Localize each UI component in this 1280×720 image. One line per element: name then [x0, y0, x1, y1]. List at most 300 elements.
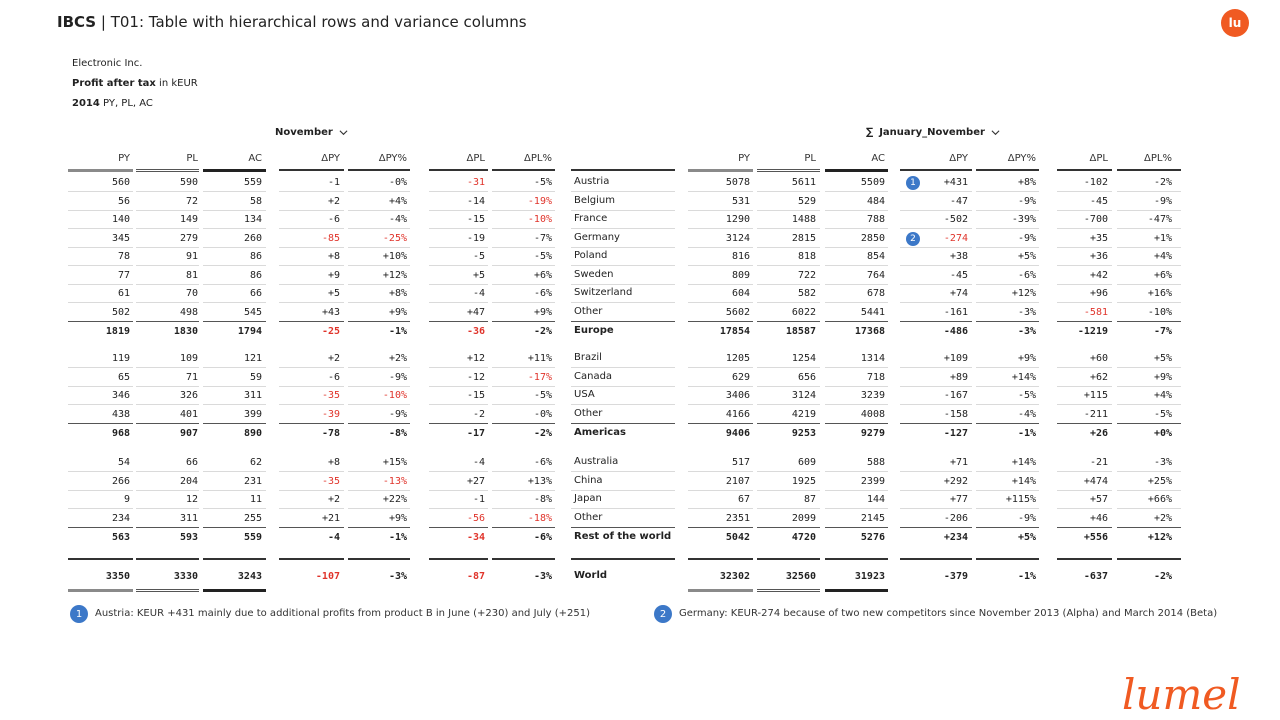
- table-row-right-cell: +115: [1083, 390, 1108, 401]
- row-separator: [136, 265, 199, 266]
- table-row-right-cell: 3406: [725, 390, 750, 401]
- table-row-left-cell: 204: [179, 475, 198, 487]
- table-row-right-cell: +5%: [1153, 353, 1172, 364]
- row-separator: [429, 210, 488, 211]
- row-separator: [348, 284, 410, 285]
- table-row-right-cell: 678: [866, 288, 885, 299]
- footnote-marker-1: 1: [70, 605, 88, 623]
- row-separator: [1117, 302, 1181, 303]
- row-separator: [900, 404, 972, 405]
- grand-total-topline: [900, 558, 972, 560]
- right-pl-underline: [757, 169, 820, 172]
- grand-total-row-right-cell: -1%: [1017, 571, 1036, 582]
- row-separator: [976, 404, 1039, 405]
- row-separator: [429, 386, 488, 387]
- table-row-right-cell: 5078: [725, 177, 750, 188]
- table-row-right-cell: +14%: [1011, 371, 1036, 383]
- row-separator: [203, 386, 266, 387]
- row-separator: [68, 321, 133, 322]
- row-separator: [757, 191, 820, 192]
- subtotal-row-right-cell: -7%: [1153, 326, 1172, 337]
- row-separator: [757, 471, 820, 472]
- row-separator: [1117, 367, 1181, 368]
- row-separator: [1117, 404, 1181, 405]
- table-row-label: Japan: [574, 493, 602, 504]
- table-row-right-cell: 609: [797, 457, 816, 468]
- row-separator: [825, 490, 888, 491]
- grand-total-topline: [492, 558, 555, 560]
- row-separator: [825, 321, 888, 322]
- table-row-left-cell: 279: [179, 232, 198, 244]
- row-separator: [1117, 247, 1181, 248]
- row-separator: [825, 302, 888, 303]
- grand-total-row-left-cell: -87: [466, 571, 485, 582]
- table-row-label: USA: [574, 389, 595, 400]
- table-row-left-cell: -0%: [388, 177, 407, 188]
- table-row-right-cell: -45: [1089, 195, 1108, 207]
- subtotal-row-left-cell: -4: [327, 532, 340, 543]
- table-row-right-cell: +6%: [1153, 269, 1172, 281]
- table-row-left-cell: +10%: [382, 251, 407, 262]
- table-row-right-cell: 854: [866, 251, 885, 262]
- row-separator: [1057, 247, 1112, 248]
- subtotal-row-left-cell: -6%: [533, 532, 552, 543]
- right-ac-underline: [825, 169, 888, 172]
- row-separator: [1057, 284, 1112, 285]
- row-separator: [68, 265, 133, 266]
- row-separator: [571, 210, 675, 211]
- table-row-left-cell: -13%: [382, 475, 407, 487]
- row-separator: [1117, 321, 1181, 322]
- table-row-left-cell: +9%: [533, 306, 552, 318]
- table-row-right-cell: 1488: [791, 214, 816, 225]
- table-row-left-cell: -4: [472, 457, 485, 468]
- row-separator: [348, 508, 410, 509]
- table-row-label: Other: [574, 407, 603, 419]
- row-separator: [1057, 386, 1112, 387]
- table-row-left-cell: -4: [472, 288, 485, 299]
- table-row-label: Sweden: [574, 268, 614, 280]
- row-separator: [279, 302, 344, 303]
- table-row-left-cell: -39: [321, 408, 340, 420]
- row-separator: [279, 321, 344, 322]
- table-row-right-cell: 531: [731, 195, 750, 207]
- table-row-left-cell: -31: [466, 177, 485, 188]
- row-separator: [279, 210, 344, 211]
- table-row-right-cell: -158: [943, 408, 968, 420]
- table-row-left-cell: +11%: [527, 353, 552, 364]
- row-separator: [900, 321, 972, 322]
- row-separator: [136, 367, 199, 368]
- table-row-right-cell: -9%: [1153, 195, 1172, 207]
- row-separator: [976, 321, 1039, 322]
- table-row-right-cell: 1314: [860, 353, 885, 364]
- grand-total-topline: [136, 558, 199, 560]
- right-col-underline: [976, 169, 1039, 171]
- table-row-right-cell: +36: [1089, 251, 1108, 262]
- table-row-left-cell: +43: [321, 306, 340, 318]
- row-separator: [900, 527, 972, 528]
- left-ac-underline: [203, 169, 266, 172]
- row-separator: [900, 191, 972, 192]
- right-col-header-4: ΔPY%: [1007, 153, 1036, 164]
- subtotal-row-left-cell: 907: [179, 428, 198, 439]
- table-row-left-cell: -6: [327, 214, 340, 225]
- row-separator: [757, 284, 820, 285]
- grand-total-row-right-cell: -637: [1083, 571, 1108, 582]
- row-separator: [348, 228, 410, 229]
- row-separator: [279, 527, 344, 528]
- row-separator: [279, 423, 344, 424]
- table-row-right-cell: +66%: [1147, 494, 1172, 505]
- table-row-right-cell: -167: [943, 390, 968, 401]
- table-row-left-cell: -85: [321, 232, 340, 244]
- row-separator: [68, 302, 133, 303]
- row-separator: [492, 508, 555, 509]
- row-separator: [1117, 508, 1181, 509]
- row-separator: [136, 247, 199, 248]
- row-separator: [279, 228, 344, 229]
- row-separator: [136, 302, 199, 303]
- left-col-header-2: AC: [248, 153, 262, 164]
- row-separator: [976, 490, 1039, 491]
- table-row-right-cell: +2%: [1153, 512, 1172, 524]
- subtotal-row-right-cell: +0%: [1153, 428, 1172, 439]
- table-row-left-cell: 326: [179, 390, 198, 401]
- row-separator: [757, 386, 820, 387]
- row-separator: [1117, 423, 1181, 424]
- row-separator: [348, 386, 410, 387]
- row-separator: [571, 265, 675, 266]
- row-separator: [900, 508, 972, 509]
- row-separator: [492, 527, 555, 528]
- right-col-header-2: AC: [871, 153, 885, 164]
- row-separator: [492, 367, 555, 368]
- row-separator: [279, 386, 344, 387]
- row-separator: [136, 423, 199, 424]
- subtotal-row-right-cell: -3%: [1017, 326, 1036, 337]
- grand-total-row-label: World: [574, 570, 608, 581]
- row-separator: [68, 386, 133, 387]
- subtotal-row-left-cell: 593: [179, 532, 198, 543]
- row-separator: [976, 527, 1039, 528]
- table-row-left-cell: 109: [179, 353, 198, 364]
- table-row-right-cell: +474: [1083, 475, 1108, 487]
- table-row-right-cell: 1254: [791, 353, 816, 364]
- table-row-right-cell: 1290: [725, 214, 750, 225]
- row-separator: [571, 490, 675, 491]
- row-separator: [900, 471, 972, 472]
- table-row-left-cell: +27: [466, 475, 485, 487]
- period-label: 2014 PY, PL, AC: [72, 98, 153, 109]
- table-row-right-cell: -21: [1089, 457, 1108, 468]
- row-separator: [688, 247, 753, 248]
- table-row-label: Canada: [574, 370, 613, 382]
- footnote-1: Austria: KEUR +431 mainly due to additional profits from product B in June (+230) and July (+251): [95, 608, 590, 619]
- table-row-left-cell: +5: [472, 269, 485, 281]
- period-dropdown-november[interactable]: November: [275, 127, 348, 138]
- table-row-left-cell: -10%: [382, 390, 407, 401]
- table-row-right-cell: -274: [943, 232, 968, 244]
- table-row-right-cell: 764: [866, 269, 885, 281]
- subtotal-row-right-cell: +12%: [1147, 532, 1172, 543]
- page-title: IBCS | T01: Table with hierarchical rows and variance columns: [57, 13, 527, 31]
- row-separator: [279, 247, 344, 248]
- grand-total-row-left-cell: -3%: [533, 571, 552, 582]
- table-row-left-cell: +22%: [382, 494, 407, 505]
- subtotal-row-left-cell: -34: [466, 532, 485, 543]
- row-separator: [1117, 527, 1181, 528]
- table-row-left-cell: -25%: [382, 232, 407, 244]
- right-col-header-5: ΔPL: [1089, 153, 1108, 164]
- row-separator: [492, 284, 555, 285]
- grand-total-row-left-cell: 3350: [105, 571, 130, 582]
- table-row-right-cell: 87: [803, 494, 816, 505]
- table-row-left-cell: -56: [466, 512, 485, 524]
- row-separator: [825, 386, 888, 387]
- row-separator: [571, 508, 675, 509]
- subtotal-row-right-cell: 17854: [719, 326, 750, 337]
- row-separator: [136, 321, 199, 322]
- period-dropdown-ytd[interactable]: ∑ January_November: [866, 127, 1000, 138]
- grand-total-topline: [1057, 558, 1112, 560]
- row-separator: [1057, 228, 1112, 229]
- row-separator: [571, 302, 675, 303]
- row-separator: [900, 302, 972, 303]
- table-row-left-cell: +12: [466, 353, 485, 364]
- table-row-right-cell: 4008: [860, 408, 885, 420]
- row-separator: [279, 471, 344, 472]
- table-row-left-cell: 559: [243, 177, 262, 188]
- row-separator: [825, 508, 888, 509]
- row-separator: [1057, 423, 1112, 424]
- row-separator: [825, 423, 888, 424]
- row-separator: [203, 423, 266, 424]
- table-row-left-cell: 545: [243, 306, 262, 318]
- table-row-right-cell: 2107: [725, 475, 750, 487]
- table-row-left-cell: +12%: [382, 269, 407, 281]
- subtotal-row-left-cell: -78: [321, 428, 340, 439]
- row-separator: [279, 508, 344, 509]
- left-col-header-1: PL: [186, 153, 198, 164]
- row-separator: [757, 423, 820, 424]
- grand-total-underline: [203, 589, 266, 592]
- table-row-right-cell: -5%: [1017, 390, 1036, 401]
- table-row-left-cell: -6%: [533, 457, 552, 468]
- table-row-left-cell: 65: [117, 371, 130, 383]
- row-separator: [429, 228, 488, 229]
- table-row-label: Other: [574, 305, 603, 317]
- table-row-right-cell: 3124: [791, 390, 816, 401]
- table-row-right-cell: 604: [731, 288, 750, 299]
- table-row-right-cell: +9%: [1153, 371, 1172, 383]
- table-row-right-cell: 2099: [791, 512, 816, 524]
- row-separator: [825, 284, 888, 285]
- table-row-left-cell: 311: [243, 390, 262, 401]
- table-row-left-cell: +9%: [388, 512, 407, 524]
- table-row-left-cell: 590: [179, 177, 198, 188]
- row-separator: [492, 247, 555, 248]
- table-row-left-cell: -8%: [533, 494, 552, 505]
- row-separator: [900, 210, 972, 211]
- table-row-right-cell: -211: [1083, 408, 1108, 420]
- subtotal-row-left-cell: 1830: [173, 326, 198, 337]
- subtotal-row-label: Americas: [574, 427, 626, 438]
- table-row-right-cell: 5441: [860, 306, 885, 318]
- table-row-label: Austria: [574, 176, 610, 187]
- row-separator: [68, 367, 133, 368]
- table-row-right-cell: -6%: [1017, 269, 1036, 281]
- measure-label: Profit after tax in kEUR: [72, 78, 198, 89]
- row-separator: [492, 191, 555, 192]
- row-separator: [68, 404, 133, 405]
- row-separator: [1117, 386, 1181, 387]
- table-row-right-cell: 818: [797, 251, 816, 262]
- table-row-right-cell: +60: [1089, 353, 1108, 364]
- subtotal-row-left-cell: 968: [111, 428, 130, 439]
- subtotal-row-left-cell: 1819: [105, 326, 130, 337]
- row-separator: [492, 490, 555, 491]
- subtotal-row-right-cell: 9279: [860, 428, 885, 439]
- table-row-right-cell: -206: [943, 512, 968, 524]
- row-separator: [348, 471, 410, 472]
- left-col-header-6: ΔPL%: [524, 153, 552, 164]
- grand-total-topline: [976, 558, 1039, 560]
- row-separator: [688, 321, 753, 322]
- table-row-right-cell: -161: [943, 306, 968, 318]
- row-separator: [429, 471, 488, 472]
- left-py-underline: [68, 169, 133, 172]
- row-separator: [203, 471, 266, 472]
- row-separator: [492, 228, 555, 229]
- row-separator: [203, 508, 266, 509]
- right-col-header-6: ΔPL%: [1144, 153, 1172, 164]
- table-row-left-cell: 58: [249, 195, 262, 207]
- row-separator: [68, 527, 133, 528]
- row-separator: [757, 302, 820, 303]
- table-row-right-cell: +46: [1089, 512, 1108, 524]
- row-separator: [203, 302, 266, 303]
- row-separator: [68, 284, 133, 285]
- row-separator: [688, 284, 753, 285]
- row-separator: [688, 302, 753, 303]
- row-separator: [429, 508, 488, 509]
- right-col-underline: [1117, 169, 1181, 171]
- table-row-left-cell: +2%: [388, 353, 407, 364]
- row-separator: [976, 367, 1039, 368]
- table-row-left-cell: 311: [179, 512, 198, 524]
- table-row-left-cell: 59: [249, 371, 262, 383]
- table-row-left-cell: +21: [321, 512, 340, 524]
- table-row-left-cell: +8: [327, 251, 340, 262]
- grand-total-underline: [136, 589, 199, 592]
- row-separator: [203, 404, 266, 405]
- table-row-right-cell: -502: [943, 214, 968, 225]
- row-separator: [1117, 471, 1181, 472]
- row-separator: [976, 284, 1039, 285]
- row-separator: [429, 527, 488, 528]
- brand-logo: lumel: [1122, 670, 1241, 719]
- table-row-right-cell: -9%: [1017, 195, 1036, 207]
- row-separator: [688, 508, 753, 509]
- table-row-label: Brazil: [574, 352, 602, 363]
- left-col-underline: [348, 169, 410, 171]
- row-separator: [976, 386, 1039, 387]
- table-row-left-cell: 345: [111, 232, 130, 244]
- table-row-right-cell: +4%: [1153, 390, 1172, 401]
- row-separator: [688, 191, 753, 192]
- table-row-left-cell: 266: [111, 475, 130, 487]
- table-row-left-cell: 70: [185, 288, 198, 299]
- subtotal-row-right-cell: 18587: [785, 326, 816, 337]
- table-row-left-cell: +15%: [382, 457, 407, 468]
- row-separator: [688, 228, 753, 229]
- subtotal-row-right-cell: 9253: [791, 428, 816, 439]
- subtotal-row-right-cell: 9406: [725, 428, 750, 439]
- table-row-right-cell: 2351: [725, 512, 750, 524]
- row-separator: [900, 423, 972, 424]
- table-row-left-cell: -19%: [527, 195, 552, 207]
- left-col-header-5: ΔPL: [466, 153, 485, 164]
- row-separator: [429, 490, 488, 491]
- row-separator: [136, 527, 199, 528]
- subtotal-row-label: Rest of the world: [574, 531, 672, 542]
- subtotal-row-left-cell: -17: [466, 428, 485, 439]
- row-separator: [571, 386, 675, 387]
- table-row-left-cell: 438: [111, 408, 130, 420]
- table-row-right-cell: +74: [949, 288, 968, 299]
- row-separator: [136, 490, 199, 491]
- table-row-right-cell: -3%: [1017, 306, 1036, 318]
- row-separator: [203, 527, 266, 528]
- row-separator: [429, 423, 488, 424]
- table-row-left-cell: -2: [472, 408, 485, 420]
- row-separator: [900, 247, 972, 248]
- table-row-left-cell: +5: [327, 288, 340, 299]
- table-row-left-cell: +2: [327, 353, 340, 364]
- table-row-label: Switzerland: [574, 287, 633, 298]
- table-row-left-cell: +13%: [527, 475, 552, 487]
- grand-total-topline: [757, 558, 820, 560]
- footnote-marker-1: 1: [906, 176, 920, 190]
- row-separator: [68, 247, 133, 248]
- table-row-right-cell: +38: [949, 251, 968, 262]
- table-row-left-cell: 560: [111, 177, 130, 188]
- row-separator: [348, 527, 410, 528]
- row-separator: [1057, 471, 1112, 472]
- row-separator: [136, 386, 199, 387]
- table-row-left-cell: 71: [185, 371, 198, 383]
- table-row-left-cell: -19: [466, 232, 485, 244]
- row-separator: [688, 423, 753, 424]
- subtotal-row-right-cell: +5%: [1017, 532, 1036, 543]
- table-row-right-cell: +431: [943, 177, 968, 188]
- row-separator: [688, 386, 753, 387]
- table-row-left-cell: 56: [117, 195, 130, 207]
- table-row-left-cell: 77: [117, 269, 130, 281]
- row-separator: [203, 265, 266, 266]
- row-separator: [429, 404, 488, 405]
- table-row-right-cell: -700: [1083, 214, 1108, 225]
- row-separator: [1057, 321, 1112, 322]
- table-row-right-cell: +115%: [1005, 494, 1036, 505]
- row-separator: [68, 191, 133, 192]
- row-separator: [279, 404, 344, 405]
- row-separator: [429, 367, 488, 368]
- row-separator: [492, 386, 555, 387]
- row-separator: [900, 284, 972, 285]
- row-separator: [825, 265, 888, 266]
